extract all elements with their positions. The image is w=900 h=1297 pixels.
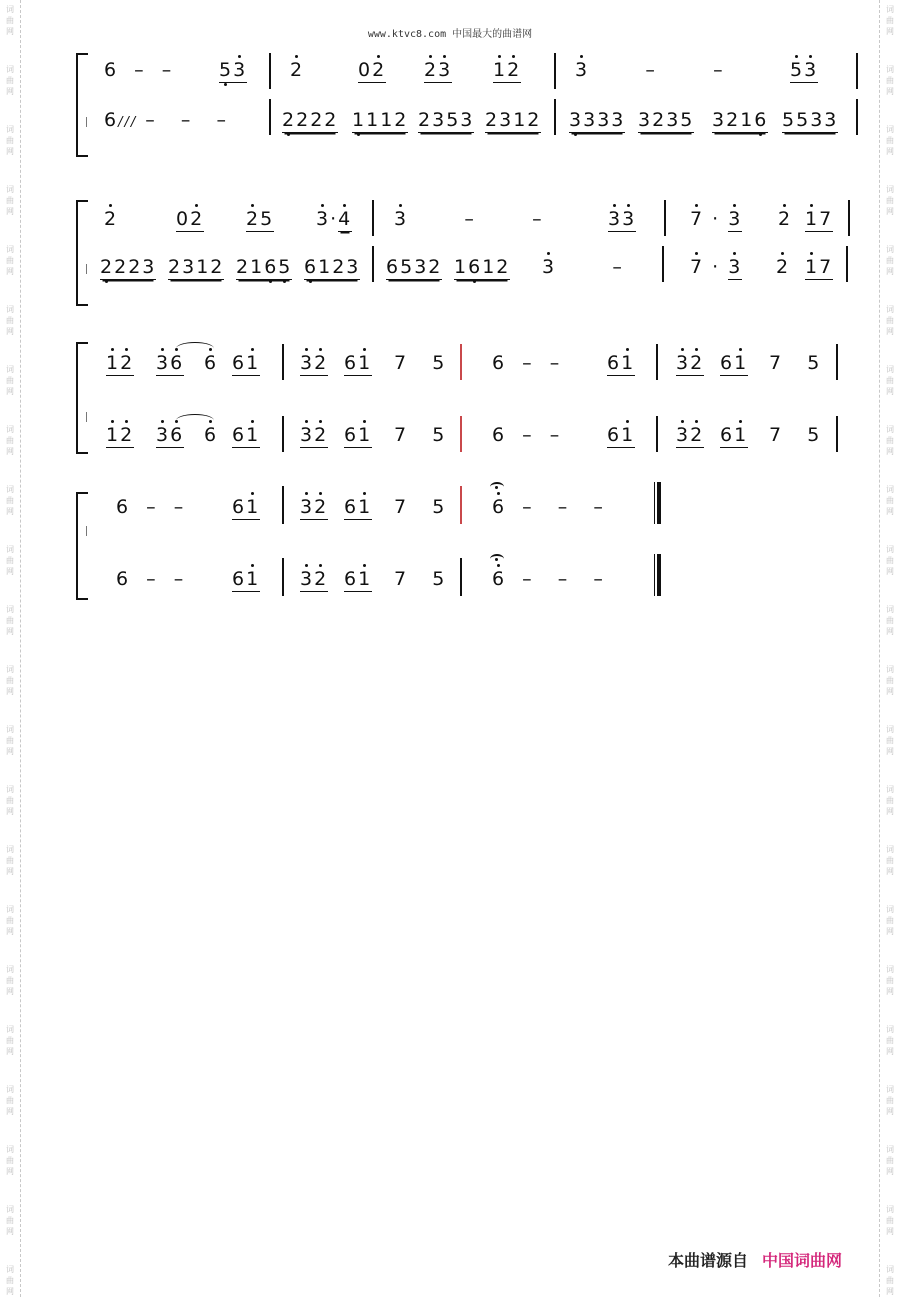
note-group: 61 [607,424,636,446]
note-group: 3235 [638,109,695,131]
score-system-1 [72,45,862,160]
note-group: 36 [156,352,185,374]
watermark-text: 词 曲 网 [6,5,14,36]
barline [656,344,658,380]
watermark-text: 词 曲 网 [6,725,14,756]
note-group: 61 [344,496,373,518]
watermark-text: 词 曲 网 [886,365,894,396]
note-group: 7 · 3 [690,208,743,230]
barline [856,99,858,135]
watermark-text: 词 曲 网 [886,965,894,996]
note-group: 61 [720,424,749,446]
watermark-text: 词 曲 网 [886,1025,894,1056]
staff-tick [86,412,93,422]
watermark-text: 词 曲 网 [6,305,14,336]
watermark-text: 词 曲 网 [6,665,14,696]
barline [460,416,462,452]
watermark-text: 词 曲 网 [886,785,894,816]
watermark-text: 词 曲 网 [886,485,894,516]
note-group: 3 – – [575,59,725,81]
watermark-text: 词 曲 网 [886,545,894,576]
page-header-url: www.ktvc8.com 中国最大的曲谱网 [367,29,533,40]
barline [656,416,658,452]
note-group: 6 – – – [492,496,605,518]
system-brace [76,53,88,157]
watermark-text: 词 曲 网 [6,1265,14,1296]
barline [269,99,271,135]
note-group: 5533 [782,109,839,131]
note-group: 1612 [454,256,511,278]
system-brace [76,342,88,454]
note-group: 3333 [569,109,626,131]
watermark-text: 词 曲 网 [886,425,894,456]
watermark-text: 词 曲 网 [6,785,14,816]
watermark-text: 词 曲 网 [886,125,894,156]
watermark-text: 词 曲 网 [886,605,894,636]
note-group: 7 5 [394,424,447,446]
staff-tick [86,117,93,127]
barline [372,246,374,282]
barline [554,53,556,89]
note-group: 2 [290,59,305,81]
watermark-text: 词 曲 网 [6,905,14,936]
staff-tick [86,264,93,274]
barline [460,558,462,596]
watermark-text: 词 曲 网 [6,125,14,156]
staff-tick [86,526,93,536]
watermark-text: 词 曲 网 [6,1145,14,1176]
watermark-text: 词 曲 网 [6,965,14,996]
note-group: 6 – – [116,568,186,590]
watermark-text: 词 曲 网 [6,185,14,216]
note-group: 61 [232,424,261,446]
note-group: 6 – – [116,496,186,518]
score-system-2 [72,192,862,307]
note-group: 12 [493,59,522,81]
watermark-text: 词 曲 网 [886,5,894,36]
final-barline [654,482,661,524]
note-group: 6 – – [492,352,562,374]
note-group: 32 [300,352,329,374]
note-group: 2312 [485,109,542,131]
note-group: 61 [344,352,373,374]
note-group: 2312 [168,256,225,278]
note-group: 61 [607,352,636,374]
note-group: 25 [246,208,275,230]
watermark-text: 词 曲 网 [886,185,894,216]
watermark-text: 词 曲 网 [886,1205,894,1236]
barline [460,344,462,380]
note-group: 02 [176,208,205,230]
note-group: 3 – – [394,208,544,230]
note-group: 6 – – [492,424,562,446]
watermark-text: 词 曲 网 [886,905,894,936]
barline [282,344,284,380]
note-group: 7 5 [394,352,447,374]
note-group: 6 – – – [492,568,605,590]
system-brace [76,492,88,600]
barline [460,486,462,524]
note-group: 6532 [386,256,443,278]
barline [848,200,850,236]
source-label: 本曲谱源自 [668,1251,749,1270]
note-group: 61 [232,568,261,590]
watermark-text: 词 曲 网 [886,1085,894,1116]
note-group: 6 [204,424,219,446]
watermark-text: 词 曲 网 [6,425,14,456]
barline [282,486,284,524]
watermark-text: 词 曲 网 [6,245,14,276]
watermark-text: 词 曲 网 [6,65,14,96]
watermark-text: 词 曲 网 [6,545,14,576]
barline [836,416,838,452]
barline [554,99,556,135]
note-group: 2165 [236,256,293,278]
note-group: 6 – – [104,59,174,81]
note-group: 2222 [282,109,339,131]
note-group: 7 5 [394,568,447,590]
watermark-text: 词 曲 网 [6,1025,14,1056]
note-group: 17 [805,256,834,278]
note-group: 33 [608,208,637,230]
note-group: 2 [776,256,791,278]
barline [846,246,848,282]
score-system-4 [72,478,862,603]
note-group: 3216 [712,109,769,131]
barline [856,53,858,89]
barline [372,200,374,236]
watermark-text: 词 曲 网 [6,845,14,876]
watermark-text: 词 曲 网 [886,65,894,96]
source-credit [668,1248,842,1271]
note-group: 61 [344,568,373,590]
note-group: 61 [344,424,373,446]
barline [282,416,284,452]
note-group: 02 [358,59,387,81]
barline [282,558,284,596]
watermark-text: 词 曲 网 [886,305,894,336]
note-group: 53 [790,59,819,81]
watermark-text: 词 曲 网 [886,665,894,696]
note-group: 3·4 [316,208,353,230]
watermark-text: 词 曲 网 [886,1145,894,1176]
watermark-text: 词 曲 网 [6,485,14,516]
watermark-text: 词 曲 网 [886,725,894,756]
note-group: 7 5 [394,496,447,518]
note-group: 6123 [304,256,361,278]
note-group: 17 [805,208,834,230]
note-group: 7 5 [769,424,822,446]
site-name-link[interactable]: 中国词曲网 [762,1251,843,1270]
score-system-3 [72,334,862,454]
note-group: 32 [676,424,705,446]
note-group: 3 – [542,256,624,278]
note-group: 36 [156,424,185,446]
note-group: 32 [300,424,329,446]
note-group: 53 [219,59,248,81]
note-group: 2 [104,208,119,230]
system-brace [76,200,88,306]
note-group: 61 [720,352,749,374]
barline [836,344,838,380]
fermata-mark [490,482,504,492]
note-group: 7 · 3 [690,256,743,278]
watermark-text: 词 曲 网 [886,845,894,876]
note-group: 32 [300,568,329,590]
watermark-text: 词 曲 网 [6,1205,14,1236]
note-group: 61 [232,352,261,374]
note-group: 6 [204,352,219,374]
barline [662,246,664,282]
watermark-text: 词 曲 网 [886,245,894,276]
note-group: 2353 [418,109,475,131]
note-group: 61 [232,496,261,518]
note-group: 12 [106,424,135,446]
barline [269,53,271,89]
note-group: 12 [106,352,135,374]
barline [664,200,666,236]
watermark-text: 词 曲 网 [6,365,14,396]
note-group: 23 [424,59,453,81]
note-group: 32 [676,352,705,374]
note-group: 2223 [100,256,157,278]
watermark-text: 词 曲 网 [886,1265,894,1296]
note-group: 7 5 [769,352,822,374]
note-group: 1112 [352,109,409,131]
watermark-text: 词 曲 网 [6,605,14,636]
note-group: 32 [300,496,329,518]
watermark-text: 词 曲 网 [6,1085,14,1116]
fermata-mark [490,554,504,564]
note-group: 2 [778,208,793,230]
note-group: 6/// – – – [104,109,229,131]
final-barline [654,554,661,596]
